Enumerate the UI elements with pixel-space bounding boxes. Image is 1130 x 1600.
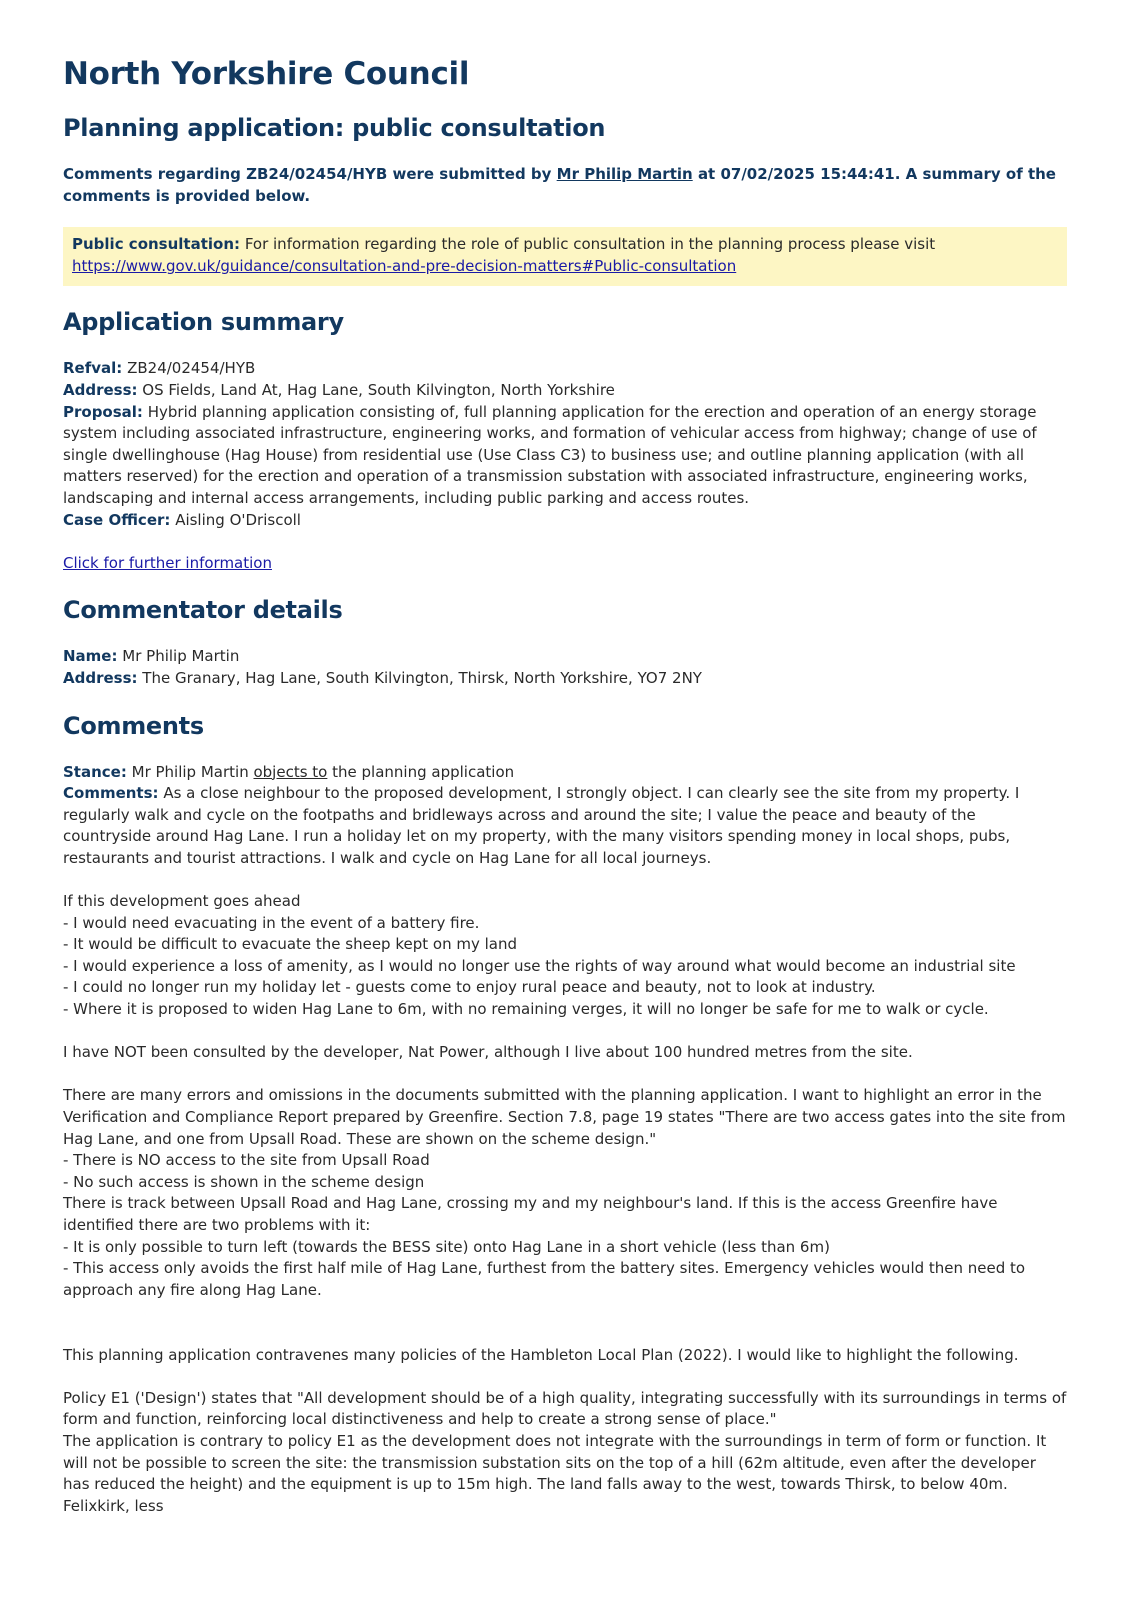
errors-item: - There is NO access to the site from Upsall Road xyxy=(63,1151,430,1170)
stance-label: Stance: xyxy=(63,762,127,781)
comments-label: Comments: xyxy=(63,784,159,803)
address-row xyxy=(63,380,1067,402)
case-officer-row xyxy=(63,510,1067,532)
submission-prefix: Comments regarding ZB24/02454/HYB were submitted by xyxy=(63,165,552,183)
proposal-value: Hybrid planning application consisting of, full planning application for the erection and operation of an energy storage system including associated infrastructure, engineering works, and formation of vehicular access from highway; change of use of single dwellinghouse (Hag House) from residential use (Use Class C3) to business use; and outline planning application (with all matters reserved) for the erection and operation of a transmission substation with associated infrastructure, engineering works, landscaping and internal access arrangements, including public parking and access routes. xyxy=(63,402,1037,507)
commentator-name-label: Name: xyxy=(63,647,118,666)
policy-e1-paragraph: Policy E1 ('Design') states that "All development should be of a high quality, integrating successfully with its surroundings in terms of form and function, reinforcing local distinctiveness and help to create a strong sense of place." xyxy=(63,1388,1067,1429)
policy-e1-contrary-paragraph: The application is contrary to policy E1 as the development does not integrate with the surroundings in term of form or function. It will not be possible to screen the site: the transmission substation sits on the top of a hill (62m altitude, even after the developer has reduced the height) and the equipment is up to 15m high. The land falls away to the west, towards Thirsk, to below 40m. Felixkirk, less xyxy=(63,1431,1047,1515)
comments-paragraph-1 xyxy=(63,783,1067,869)
track-item: - It is only possible to turn left (towards the BESS site) onto Hag Lane in a short vehicle (less than 6m) xyxy=(63,1237,830,1256)
commentator-details xyxy=(63,646,1067,689)
application-summary-heading: Application summary xyxy=(63,308,344,337)
errors-paragraph: There are many errors and omissions in the documents submitted with the planning application. I want to highlight an error in the Verification and Compliance Report prepared by Greenfire. Section 7.8, page 19 states "There are two access gates into the site from Hag Lane, and one from Upsall Road. These are shown on the scheme design." xyxy=(63,1086,1066,1148)
impact-item: - I could no longer run my holiday let - guests come to enjoy rural peace and beauty, not to look at industry. xyxy=(63,978,876,997)
refval-value: ZB24/02454/HYB xyxy=(127,359,256,378)
public-consultation-notice xyxy=(63,227,1067,286)
notice-text: For information regarding the role of public consultation in the planning process please visit xyxy=(244,235,936,254)
commentator-address-label: Address: xyxy=(63,668,138,687)
submitter-link[interactable]: Mr Philip Martin xyxy=(556,165,693,183)
errors-item: - No such access is shown in the scheme design xyxy=(63,1172,425,1191)
commentator-name-value: Mr Philip Martin xyxy=(122,647,240,666)
not-consulted-paragraph: I have NOT been consulted by the developer, Nat Power, although I live about 100 hundred metres from the site. xyxy=(63,1043,913,1062)
stance-name: Mr Philip Martin xyxy=(131,762,249,781)
submission-suffix: at 07/02/2025 15:44:41. A summary of the comments is provided below. xyxy=(63,165,1056,205)
commentator-address-value: The Granary, Hag Lane, South Kilvington, Thirsk, North Yorkshire, YO7 2NY xyxy=(142,668,702,687)
case-officer-value: Aisling O'Driscoll xyxy=(175,510,301,529)
stance-verb: objects to xyxy=(253,762,328,781)
proposal-row xyxy=(63,402,1067,510)
impact-item: - Where it is proposed to widen Hag Lane to 6m, with no remaining verges, it will no longer be safe for me to walk or cycle. xyxy=(63,1000,989,1019)
page-title: Planning application: public consultation xyxy=(63,114,606,142)
track-paragraph: There is track between Upsall Road and Hag Lane, crossing my and my neighbour's land. If this is the access Greenfire have identified there are two problems with it: xyxy=(63,1194,998,1234)
stance-row xyxy=(63,762,1067,784)
commentator-address-row xyxy=(63,668,1067,690)
track-item: - This access only avoids the first half mile of Hag Lane, furthest from the battery sites. Emergency vehicles would then need to approach any fire along Hag Lane. xyxy=(63,1259,1026,1299)
comments-body xyxy=(63,762,1067,1518)
commentator-details-heading: Commentator details xyxy=(63,596,343,625)
further-information-link[interactable]: Click for further information xyxy=(63,553,272,572)
application-summary xyxy=(63,358,1067,574)
comments-text-1: As a close neighbour to the proposed development, I strongly object. I can clearly see the site from my property. I regularly walk and cycle on the footpaths and bridleways across and around the site; I value the peace and beauty of the countryside around Hag Lane. I run a holiday let on my property, with the many visitors spending money in local shops, pubs, restaurants and tourist attractions. I walk and cycle on Hag Lane for all local journeys. xyxy=(63,784,1020,867)
impact-item: - It would be difficult to evacuate the sheep kept on my land xyxy=(63,935,517,954)
consultation-guidance-link[interactable]: https://www.gov.uk/guidance/consultation-and-pre-decision-matters#Public-consultation xyxy=(72,256,737,275)
proposal-label: Proposal: xyxy=(63,402,143,421)
comments-heading: Comments xyxy=(63,711,204,740)
stance-suffix: the planning application xyxy=(332,762,515,781)
notice-label: Public consultation: xyxy=(72,235,241,254)
case-officer-label: Case Officer: xyxy=(63,510,171,529)
policy-intro-paragraph: This planning application contravenes many policies of the Hambleton Local Plan (2022). I would like to highlight the following. xyxy=(63,1345,1019,1364)
refval-label: Refval: xyxy=(63,359,123,378)
refval-row xyxy=(63,358,1067,380)
impact-intro: If this development goes ahead xyxy=(63,892,301,911)
submission-summary xyxy=(63,164,1067,207)
address-label: Address: xyxy=(63,380,138,399)
address-value: OS Fields, Land At, Hag Lane, South Kilvington, North Yorkshire xyxy=(142,380,615,399)
org-title: North Yorkshire Council xyxy=(63,56,470,92)
impact-item: - I would experience a loss of amenity, as I would no longer use the rights of way around what would become an industrial site xyxy=(63,956,1016,975)
commentator-name-row xyxy=(63,646,1067,668)
impact-item: - I would need evacuating in the event of a battery fire. xyxy=(63,913,480,932)
